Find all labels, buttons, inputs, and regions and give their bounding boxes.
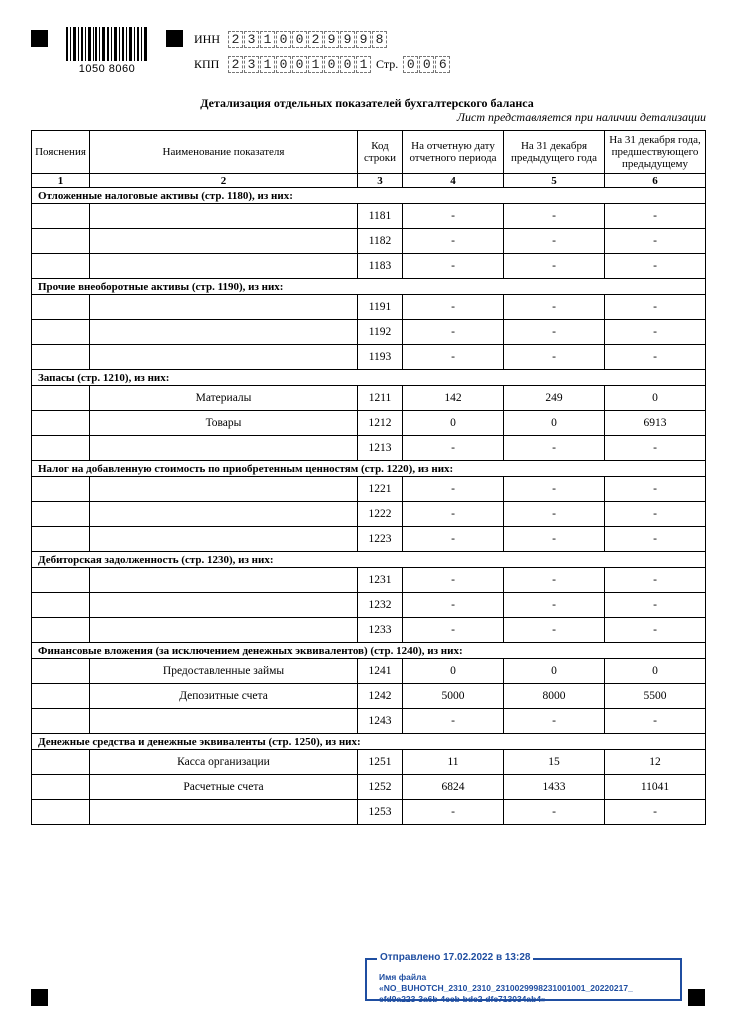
prev-year-value: - [504,800,605,825]
column-header-indicator-name: Наименование показателя [90,131,358,174]
line-code-cell: 1213 [358,436,403,461]
indicator-name-cell [90,709,358,734]
section-title: Прочие внеоборотные активы (стр. 1190), из них: [32,279,706,295]
explanation-cell [32,502,90,527]
prev-prev-year-value: 6913 [605,411,706,436]
indicator-name-cell [90,295,358,320]
section-row [32,188,706,204]
explanation-cell [32,345,90,370]
prev-prev-year-value: - [605,320,706,345]
reporting-date-value: 6824 [403,775,504,800]
indicator-name-cell: Депозитные счета [90,684,358,709]
reporting-date-value: - [403,204,504,229]
column-header-prev-year: На 31 декабря предыдущего года [504,131,605,174]
table-row [32,709,706,734]
prev-prev-year-value: 0 [605,659,706,684]
page-title: Детализация отдельных показателей бухгалтерского баланса [200,96,534,110]
reporting-date-value: - [403,436,504,461]
prev-year-value: - [504,593,605,618]
explanation-cell [32,320,90,345]
reporting-date-value: - [403,502,504,527]
inn-digit: 9 [356,31,371,48]
barcode-icon [66,27,148,61]
kpp-digit: 1 [308,56,323,73]
line-code-cell: 1252 [358,775,403,800]
prev-year-value: - [504,345,605,370]
prev-prev-year-value: 0 [605,386,706,411]
reporting-date-value: - [403,593,504,618]
table-row [32,345,706,370]
column-number: 6 [605,174,706,188]
prev-year-value: 0 [504,411,605,436]
explanation-cell [32,254,90,279]
explanation-cell [32,295,90,320]
line-code-cell: 1182 [358,229,403,254]
line-code-cell: 1221 [358,477,403,502]
line-code-cell: 1212 [358,411,403,436]
explanation-cell [32,386,90,411]
explanation-cell [32,775,90,800]
indicator-name-cell: Товары [90,411,358,436]
explanation-cell [32,800,90,825]
indicator-name-cell [90,568,358,593]
column-number-row [32,174,706,188]
table-row [32,659,706,684]
explanation-cell [32,568,90,593]
page-digit: 0 [403,56,418,73]
kpp-digit: 0 [292,56,307,73]
table-row [32,411,706,436]
prev-year-value: - [504,204,605,229]
line-code-cell: 1242 [358,684,403,709]
prev-year-value: 8000 [504,684,605,709]
column-header-reporting-date: На отчетную дату отчетного периода [403,131,504,174]
inn-digit: 2 [308,31,323,48]
kpp-digit: 1 [260,56,275,73]
prev-year-value: - [504,709,605,734]
prev-year-value: - [504,527,605,552]
kpp-cells [228,56,372,73]
reporting-date-value: - [403,527,504,552]
reporting-date-value: - [403,320,504,345]
explanation-cell [32,618,90,643]
reporting-date-value: 142 [403,386,504,411]
table-row [32,775,706,800]
prev-prev-year-value: - [605,204,706,229]
line-code-cell: 1193 [358,345,403,370]
explanation-cell [32,436,90,461]
inn-digit: 0 [292,31,307,48]
indicator-name-cell [90,229,358,254]
reporting-date-value: - [403,800,504,825]
reporting-date-value: 5000 [403,684,504,709]
section-title: Финансовые вложения (за исключением денежных эквивалентов) (стр. 1240), из них: [32,643,706,659]
inn-label: ИНН [194,31,220,46]
stamp-file-line: Имя файла «NO_BUHOTCH_2310_2310_2310029998231001001_20220217_ [379,972,633,993]
indicator-name-cell [90,477,358,502]
reporting-date-value: - [403,254,504,279]
inn-digit: 0 [276,31,291,48]
reporting-date-value: - [403,618,504,643]
prev-prev-year-value: - [605,295,706,320]
explanation-cell [32,684,90,709]
prev-prev-year-value: - [605,709,706,734]
prev-year-value: - [504,502,605,527]
reporting-date-value: - [403,345,504,370]
section-row [32,461,706,477]
table-row [32,386,706,411]
kpp-digit: 0 [340,56,355,73]
indicator-name-cell [90,320,358,345]
reporting-date-value: - [403,295,504,320]
table-row [32,436,706,461]
indicator-name-cell [90,618,358,643]
explanation-cell [32,593,90,618]
page-label: Стр. [376,56,399,71]
section-row [32,370,706,386]
line-code-cell: 1251 [358,750,403,775]
stamp-sent-text: Отправлено 17.02.2022 в 13:28 [377,952,533,963]
explanation-cell [32,527,90,552]
prev-prev-year-value: - [605,618,706,643]
indicator-name-cell [90,345,358,370]
corner-marker-top-left [31,30,48,47]
line-code-cell: 1191 [358,295,403,320]
column-number: 1 [32,174,90,188]
prev-prev-year-value: - [605,568,706,593]
section-title: Денежные средства и денежные эквиваленты (стр. 1250), из них: [32,734,706,750]
reporting-date-value: - [403,709,504,734]
prev-year-value: - [504,477,605,502]
indicator-name-cell: Расчетные счета [90,775,358,800]
table-row [32,593,706,618]
indicator-name-cell: Материалы [90,386,358,411]
section-title: Запасы (стр. 1210), из них: [32,370,706,386]
explanation-cell [32,659,90,684]
line-code-cell: 1222 [358,502,403,527]
kpp-label: КПП [194,56,220,71]
prev-year-value: 0 [504,659,605,684]
sent-stamp [365,952,682,1004]
prev-year-value: 1433 [504,775,605,800]
indicator-name-cell [90,436,358,461]
section-row [32,552,706,568]
corner-marker-bottom-right [688,989,705,1006]
barcode-number: 1050 8060 [78,63,136,75]
table-row [32,254,706,279]
page-digit: 6 [435,56,450,73]
line-code-cell: 1241 [358,659,403,684]
kpp-digit: 0 [324,56,339,73]
table-row [32,204,706,229]
indicator-name-cell [90,502,358,527]
line-code-cell: 1211 [358,386,403,411]
column-header-explanations: Пояснения [32,131,90,174]
prev-year-value: - [504,568,605,593]
indicator-name-cell [90,254,358,279]
column-number: 4 [403,174,504,188]
column-number: 5 [504,174,605,188]
prev-year-value: - [504,295,605,320]
corner-marker-top-mid [166,30,183,47]
prev-prev-year-value: - [605,477,706,502]
prev-prev-year-value: 11041 [605,775,706,800]
prev-year-value: 249 [504,386,605,411]
corner-marker-bottom-left [31,989,48,1006]
table-header-row [32,131,706,174]
prev-year-value: - [504,618,605,643]
prev-prev-year-value: - [605,345,706,370]
page-cells [403,56,451,73]
table-row [32,568,706,593]
explanation-cell [32,750,90,775]
explanation-cell [32,411,90,436]
table-row [32,320,706,345]
prev-prev-year-value: - [605,502,706,527]
page-subtitle: Лист представляется при наличии детализации [456,110,706,124]
explanation-cell [32,709,90,734]
column-header-prev-prev-year: На 31 декабря года, предшествующего предыдущему [605,131,706,174]
line-code-cell: 1243 [358,709,403,734]
inn-digit: 2 [228,31,243,48]
table-row [32,800,706,825]
table-row [32,684,706,709]
prev-prev-year-value: - [605,527,706,552]
explanation-cell [32,204,90,229]
kpp-digit: 2 [228,56,243,73]
inn-row [194,30,388,48]
indicator-name-cell [90,527,358,552]
kpp-row [194,55,451,73]
section-row [32,279,706,295]
prev-prev-year-value: - [605,593,706,618]
indicator-name-cell: Касса организации [90,750,358,775]
line-code-cell: 1253 [358,800,403,825]
section-row [32,643,706,659]
line-code-cell: 1181 [358,204,403,229]
prev-prev-year-value: 12 [605,750,706,775]
table-row [32,229,706,254]
reporting-date-value: 0 [403,659,504,684]
table-row [32,618,706,643]
reporting-date-value: 11 [403,750,504,775]
line-code-cell: 1192 [358,320,403,345]
prev-prev-year-value: - [605,229,706,254]
inn-cells [228,31,388,48]
explanation-cell [32,229,90,254]
reporting-date-value: 0 [403,411,504,436]
prev-year-value: - [504,320,605,345]
column-number: 3 [358,174,403,188]
prev-year-value: - [504,254,605,279]
prev-prev-year-value: 5500 [605,684,706,709]
indicator-name-cell: Предоставленные займы [90,659,358,684]
section-row [32,734,706,750]
line-code-cell: 1232 [358,593,403,618]
inn-digit: 1 [260,31,275,48]
stamp-file-line: efd9a223-3a6b-4ccb-bdc2-dfc713034ab4» [379,994,546,1004]
column-header-line-code: Код строки [358,131,403,174]
reporting-date-value: - [403,229,504,254]
reporting-date-value: - [403,477,504,502]
inn-digit: 8 [372,31,387,48]
page-digit: 0 [419,56,434,73]
stamp-file-name [379,972,672,1005]
kpp-digit: 3 [244,56,259,73]
section-title: Отложенные налоговые активы (стр. 1180), из них: [32,188,706,204]
prev-year-value: 15 [504,750,605,775]
section-title: Налог на добавленную стоимость по приобретенным ценностям (стр. 1220), из них: [32,461,706,477]
line-code-cell: 1231 [358,568,403,593]
table-row [32,295,706,320]
table-row [32,750,706,775]
kpp-digit: 1 [356,56,371,73]
kpp-digit: 0 [276,56,291,73]
table-body [32,188,706,825]
balance-detail-table [31,130,706,825]
indicator-name-cell [90,593,358,618]
inn-digit: 3 [244,31,259,48]
section-title: Дебиторская задолженность (стр. 1230), из них: [32,552,706,568]
column-number: 2 [90,174,358,188]
explanation-cell [32,477,90,502]
prev-prev-year-value: - [605,254,706,279]
table-row [32,502,706,527]
prev-year-value: - [504,436,605,461]
line-code-cell: 1223 [358,527,403,552]
indicator-name-cell [90,204,358,229]
indicator-name-cell [90,800,358,825]
prev-year-value: - [504,229,605,254]
table-row [32,527,706,552]
inn-digit: 9 [340,31,355,48]
table-row [32,477,706,502]
prev-prev-year-value: - [605,436,706,461]
prev-prev-year-value: - [605,800,706,825]
line-code-cell: 1233 [358,618,403,643]
inn-digit: 9 [324,31,339,48]
line-code-cell: 1183 [358,254,403,279]
reporting-date-value: - [403,568,504,593]
